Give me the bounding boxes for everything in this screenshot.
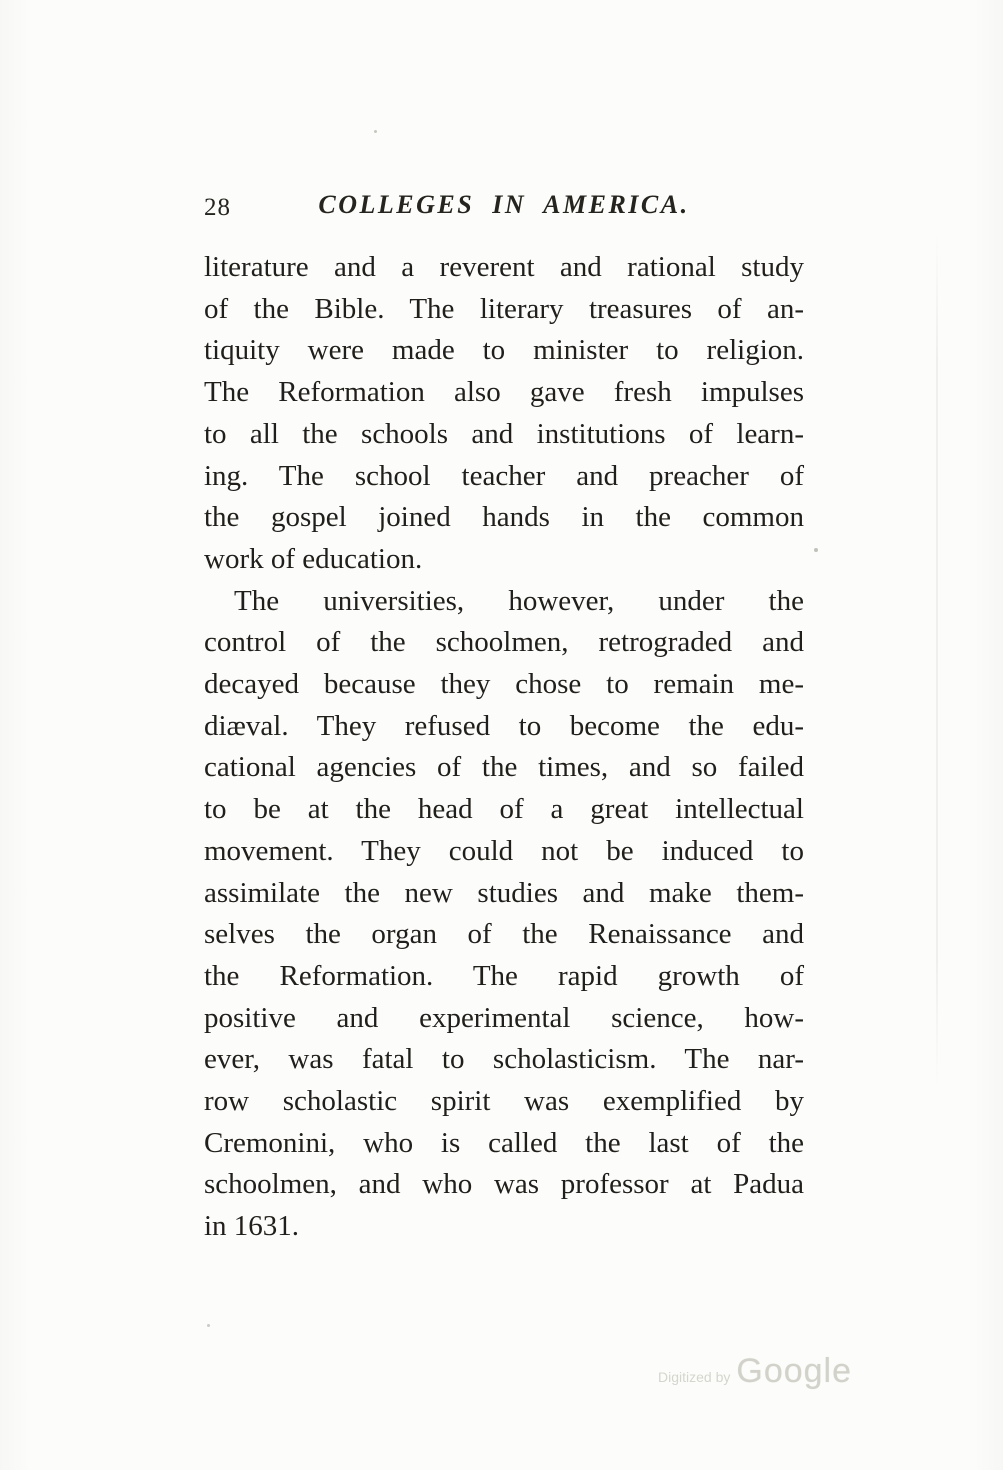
text-line: row scholastic spirit was exemplified by xyxy=(204,1085,804,1118)
text-line: to be at the head of a great intellectual xyxy=(204,793,804,826)
text-line: in 1631. xyxy=(204,1210,300,1243)
text-line: to all the schools and institutions of learn- xyxy=(204,417,804,450)
text-line: movement. They could not be induced to xyxy=(204,834,804,867)
scan-speck xyxy=(374,130,377,133)
text-line: the gospel joined hands in the common xyxy=(204,501,804,534)
paragraph xyxy=(204,247,804,581)
text-line: cational agencies of the times, and so failed xyxy=(204,751,804,784)
digitized-by-google-watermark xyxy=(658,1352,852,1391)
text-line: Cremonini, who is called the last of the xyxy=(204,1126,804,1159)
text-line: ing. The school teacher and preacher of xyxy=(204,459,804,492)
text-line: the Reformation. The rapid growth of xyxy=(204,959,804,992)
text-line: diæval. They refused to become the edu- xyxy=(204,709,804,742)
paragraph xyxy=(204,581,804,1248)
text-line: The universities, however, under the xyxy=(234,584,804,617)
running-header: COLLEGES IN AMERICA. xyxy=(318,190,690,219)
text-line: schoolmen, and who was professor at Padua xyxy=(204,1168,804,1201)
text-line: of the Bible. The literary treasures of an- xyxy=(204,292,804,325)
text-line: selves the organ of the Renaissance and xyxy=(204,918,804,951)
google-logo-text: Google xyxy=(736,1352,853,1390)
text-line: work of education. xyxy=(204,542,423,575)
text-line: The Reformation also gave fresh impulses xyxy=(204,376,804,409)
scan-speck xyxy=(814,548,818,552)
text-line: control of the schoolmen, retrograded and xyxy=(204,626,804,659)
text-line: decayed because they chose to remain me- xyxy=(204,668,804,701)
text-line: positive and experimental science, how- xyxy=(204,1001,804,1034)
text-line: assimilate the new studies and make them- xyxy=(204,876,804,909)
text-line: literature and a reverent and rational study xyxy=(204,251,804,283)
page-body xyxy=(204,247,804,1248)
text-line: tiquity were made to minister to religion. xyxy=(204,334,804,367)
watermark-prefix: Digitized by xyxy=(658,1369,731,1385)
scan-speck xyxy=(207,1324,210,1327)
scan-gutter-shadow xyxy=(936,230,938,1090)
page-number: 28 xyxy=(204,194,231,221)
text-line: ever, was fatal to scholasticism. The nar- xyxy=(204,1043,804,1076)
page-header-row xyxy=(204,190,804,224)
